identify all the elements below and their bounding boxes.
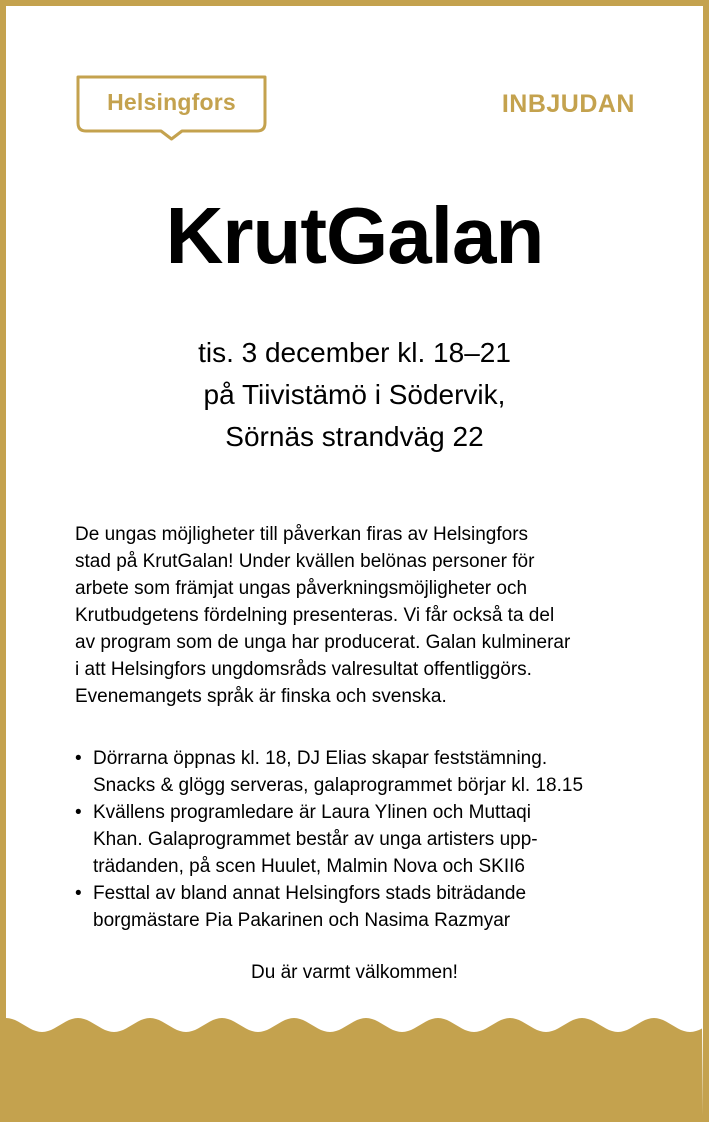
intro-line: Evenemangets språk är finska och svenska. [75,686,447,707]
welcome-message: Du är varmt välkommen! [251,962,458,983]
bullet-icon: • [75,748,82,769]
event-title: KrutGalan [165,191,544,280]
logo-text: Helsingfors [107,89,236,115]
intro-line: arbete som främjat ungas påverkningsmöjligheter och [75,578,528,599]
list-item-line: Snacks & glögg serveras, galaprogrammet börjar kl. 18.15 [93,775,584,796]
invitation-page [6,6,703,1116]
address-line: Sörnäs strandväg 22 [225,421,484,452]
intro-line: De ungas möjligheter till påverkan firas av Helsingfors [75,524,529,545]
list-item-line: trädanden, på scen Huulet, Malmin Nova och SKII6 [93,856,525,877]
list-item-line: Festtal av bland annat Helsingfors stads biträdande [93,883,527,904]
intro-line: i att Helsingfors ungdomsråds valresultat offentliggörs. [75,659,532,680]
venue-line: på Tiivistämö i Södervik, [203,379,506,410]
document-type-label: INBJUDAN [501,90,635,118]
intro-line: stad på KrutGalan! Under kvällen belönas personer för [75,551,535,572]
date-line: tis. 3 december kl. 18–21 [198,337,511,368]
list-item-line: Kvällens programledare är Laura Ylinen och Muttaqi [93,802,531,823]
bullet-icon: • [75,802,82,823]
intro-line: av program som de unga har producerat. Galan kulminerar [75,632,571,653]
list-item-line: Khan. Galaprogrammet består av unga artisters upp- [93,829,538,850]
intro-line: Krutbudgetens fördelning presenteras. Vi får också ta del [75,605,555,626]
list-item-line: Dörrarna öppnas kl. 18, DJ Elias skapar feststämning. [93,748,548,769]
list-item-line: borgmästare Pia Pakarinen och Nasima Razmyar [93,910,511,931]
bullet-icon: • [75,883,82,904]
wave-decoration [6,6,703,1116]
